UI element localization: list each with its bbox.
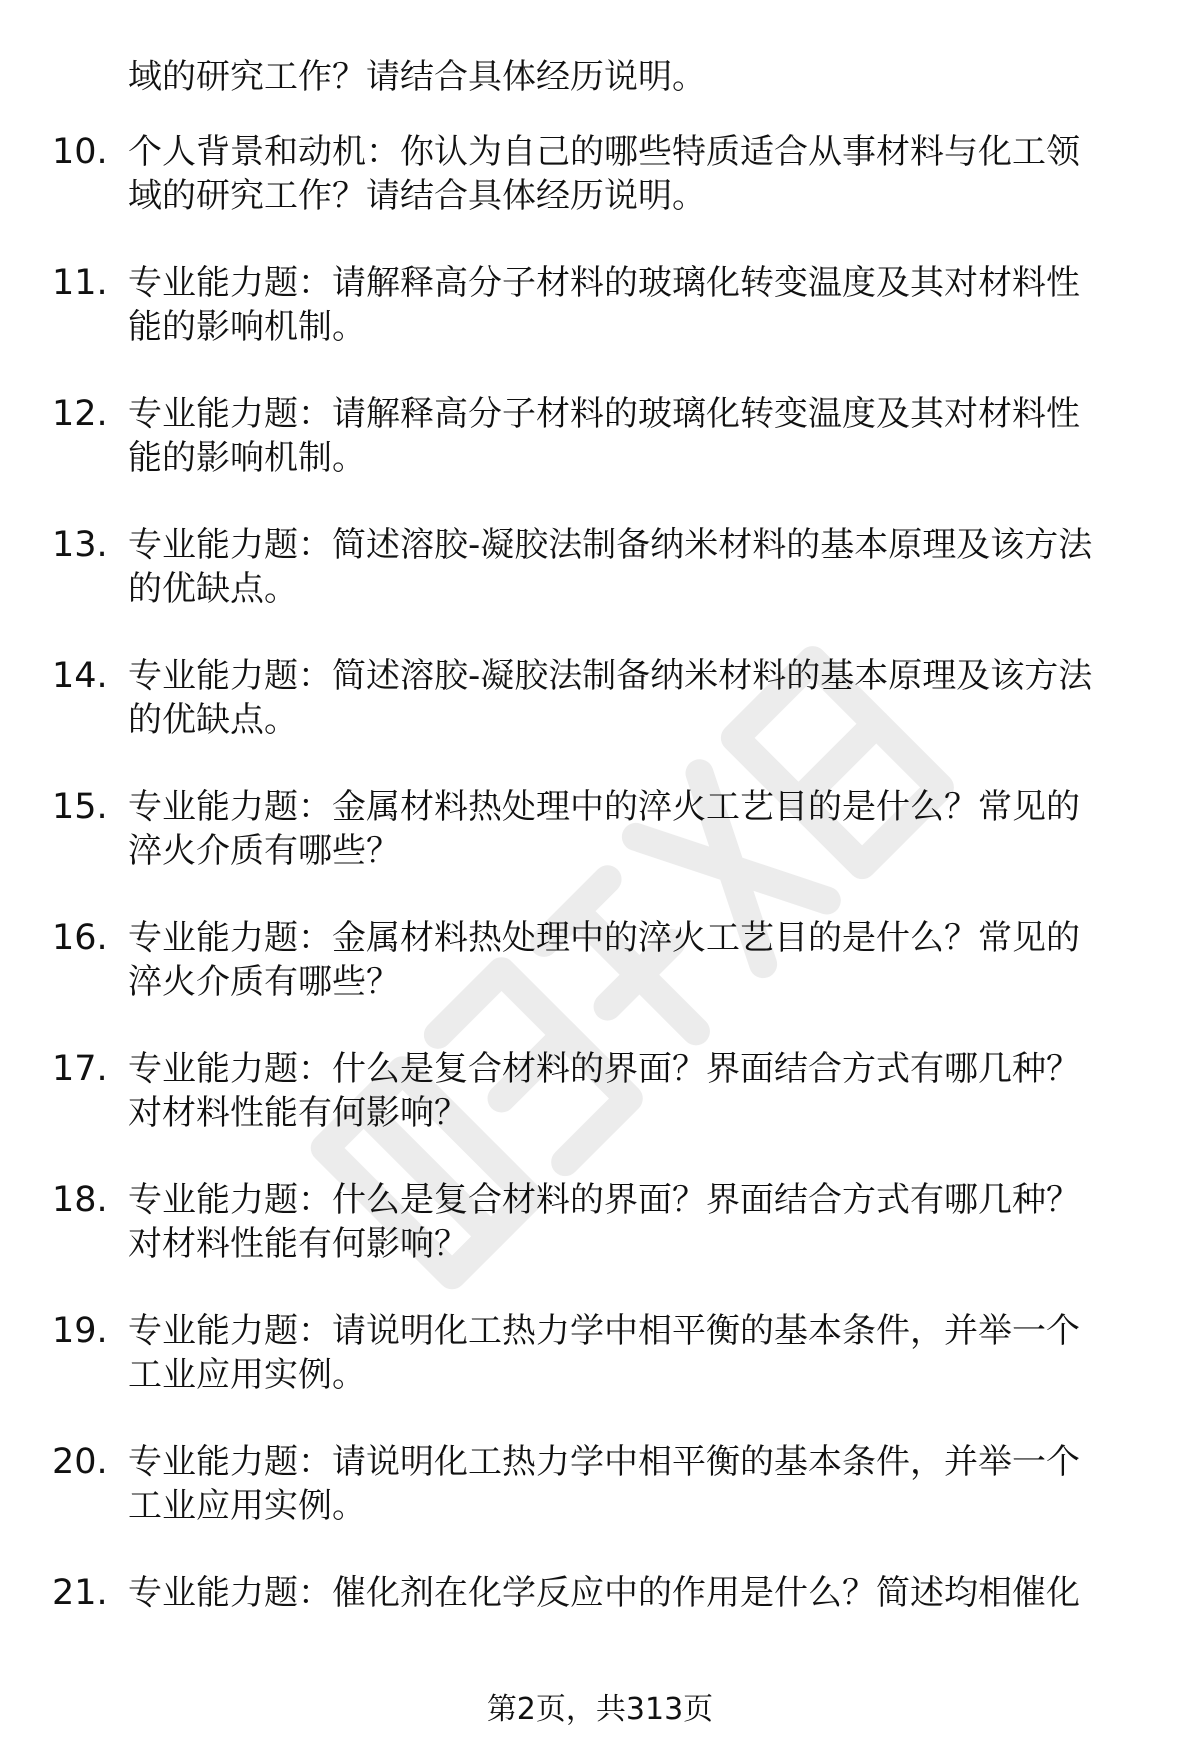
list-item: [0, 130, 1200, 261]
item-text-line: 专业能力题：请解释高分子材料的玻璃化转变温度及其对材料性: [128, 394, 1080, 434]
list-item: [0, 654, 1200, 785]
item-number: 13.: [52, 525, 108, 565]
item-text-line: 对材料性能有何影响？: [128, 1093, 468, 1133]
list-item: [0, 261, 1200, 392]
list-item: [0, 523, 1200, 654]
item-text-line: 专业能力题：请解释高分子材料的玻璃化转变温度及其对材料性: [128, 263, 1080, 303]
item-text-line: 淬火介质有哪些？: [128, 831, 400, 871]
item-text-line: 的优缺点。: [128, 700, 298, 740]
item-number: 14.: [52, 656, 108, 696]
item-text-line: 专业能力题：金属材料热处理中的淬火工艺目的是什么？常见的: [128, 787, 1080, 827]
item-number: 16.: [52, 918, 108, 958]
list-item: [0, 785, 1200, 916]
item-number: 19.: [52, 1311, 108, 1351]
item-number: 10.: [52, 132, 108, 172]
list-item: [0, 1047, 1200, 1178]
item-number: 18.: [52, 1180, 108, 1220]
item-text-line: 域的研究工作？请结合具体经历说明。: [128, 57, 706, 97]
item-number: 11.: [52, 263, 108, 303]
item-text-line: 专业能力题：催化剂在化学反应中的作用是什么？简述均相催化: [128, 1573, 1080, 1613]
item-text-line: 域的研究工作？请结合具体经历说明。: [128, 176, 706, 216]
item-text-line: 专业能力题：简述溶胶-凝胶法制备纳米材料的基本原理及该方法: [128, 525, 1093, 565]
item-text-line: 专业能力题：什么是复合材料的界面？界面结合方式有哪几种？: [128, 1049, 1080, 1089]
list-item: [0, 1309, 1200, 1440]
item-text-line: 能的影响机制。: [128, 438, 366, 478]
item-text-line: 淬火介质有哪些？: [128, 962, 400, 1002]
item-text-line: 工业应用实例。: [128, 1486, 366, 1526]
item-number: 12.: [52, 394, 108, 434]
list-item: [0, 1571, 1200, 1702]
item-text-line: 专业能力题：请说明化工热力学中相平衡的基本条件，并举一个: [128, 1442, 1080, 1482]
list-item: [0, 392, 1200, 523]
item-text-line: 专业能力题：什么是复合材料的界面？界面结合方式有哪几种？: [128, 1180, 1080, 1220]
item-text-line: 专业能力题：金属材料热处理中的淬火工艺目的是什么？常见的: [128, 918, 1080, 958]
question-list: [0, 55, 1200, 1702]
item-text-line: 的优缺点。: [128, 569, 298, 609]
item-text-line: 能的影响机制。: [128, 307, 366, 347]
item-number: 20.: [52, 1442, 108, 1482]
item-text-line: 专业能力题：简述溶胶-凝胶法制备纳米材料的基本原理及该方法: [128, 656, 1093, 696]
item-number: 15.: [52, 787, 108, 827]
item-text-line: 专业能力题：请说明化工热力学中相平衡的基本条件，并举一个: [128, 1311, 1080, 1351]
list-item: [0, 1440, 1200, 1571]
item-number: 21.: [52, 1573, 108, 1613]
item-text-line: 个人背景和动机：你认为自己的哪些特质适合从事材料与化工领: [128, 132, 1080, 172]
item-text-line: 工业应用实例。: [128, 1355, 366, 1395]
item-text-line: 对材料性能有何影响？: [128, 1224, 468, 1264]
list-item: [0, 916, 1200, 1047]
page-footer: 第2页，共313页: [486, 1692, 714, 1727]
item-number: 17.: [52, 1049, 108, 1089]
list-item: [0, 1178, 1200, 1309]
list-item-continued: [0, 55, 1200, 130]
